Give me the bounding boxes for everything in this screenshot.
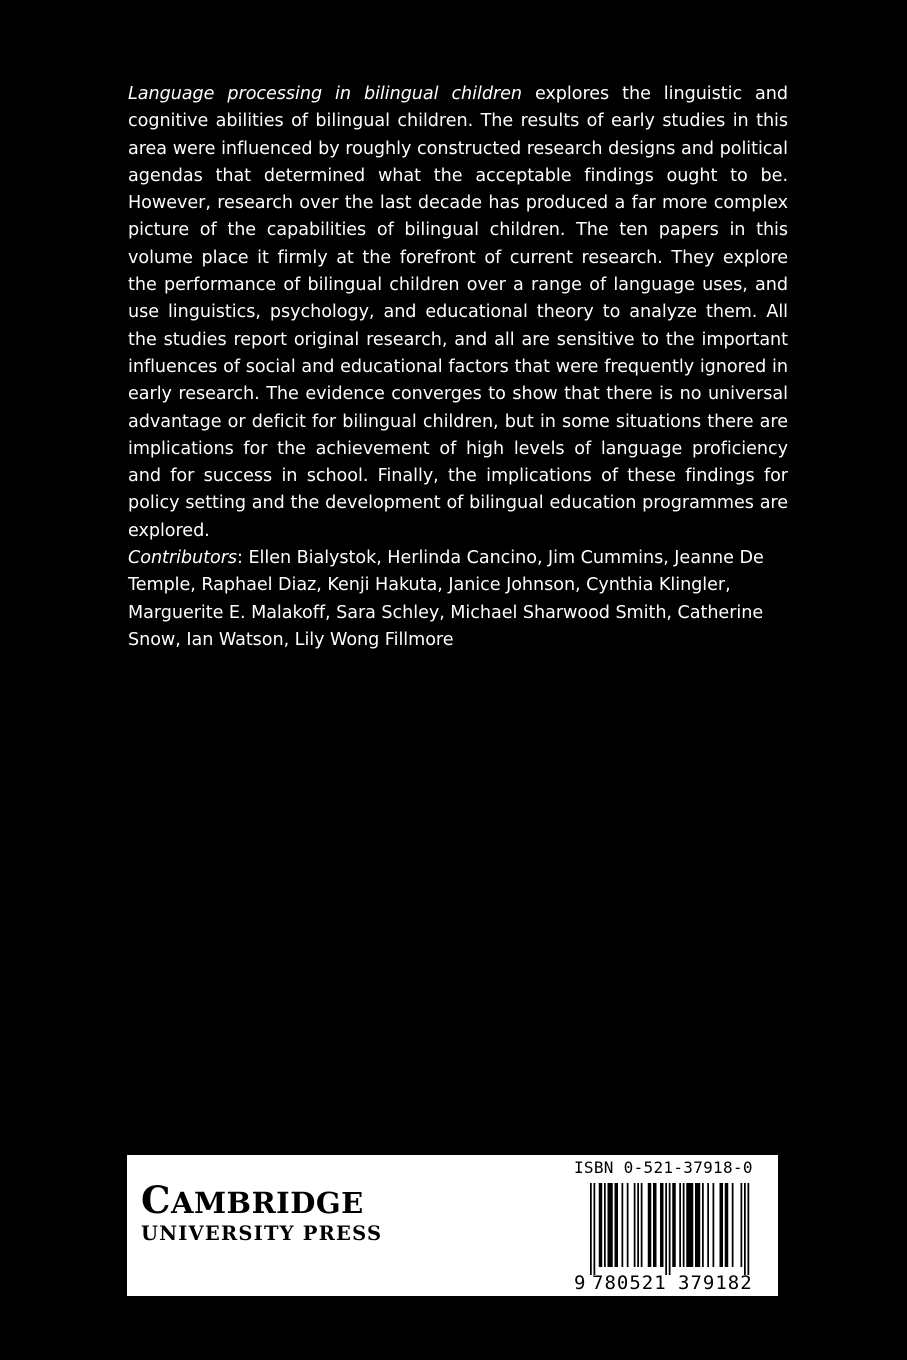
publisher-barcode-panel — [127, 1155, 778, 1296]
barcode-bar — [590, 1183, 592, 1275]
barcode-bar — [634, 1183, 636, 1267]
barcode-bar — [608, 1183, 613, 1267]
publisher-name-rest: AMBRIDGE — [170, 1186, 364, 1220]
barcode-bar — [622, 1183, 624, 1267]
description-paragraph — [128, 81, 788, 545]
barcode-bar — [627, 1183, 629, 1267]
barcode-bar — [594, 1183, 596, 1275]
barcode-bar — [599, 1183, 603, 1267]
barcode-bar — [653, 1183, 657, 1267]
book-title-italic: Language processing in bilingual children — [128, 84, 523, 104]
barcode-bar — [604, 1183, 606, 1267]
barcode-digits-left: 780521 — [592, 1272, 667, 1293]
barcode-bar — [679, 1183, 681, 1267]
barcode-bar — [686, 1183, 693, 1267]
barcode-bar — [637, 1183, 639, 1267]
barcode-bar — [725, 1183, 729, 1267]
barcode-bar — [665, 1183, 667, 1275]
barcode-bar — [660, 1183, 664, 1267]
isbn-label: ISBN 0-521-37918-0 — [574, 1158, 753, 1177]
barcode-digits-right: 379182 — [678, 1272, 753, 1293]
barcode-digit-first: 9 — [574, 1272, 586, 1293]
barcode-bar — [641, 1183, 643, 1267]
barcode-bar — [669, 1183, 671, 1275]
barcode-bar — [702, 1183, 704, 1267]
barcode-bar — [695, 1183, 700, 1267]
barcode-bar — [648, 1183, 652, 1267]
barcode-bar — [615, 1183, 619, 1267]
barcode-bar — [713, 1183, 715, 1267]
barcode-bar — [748, 1183, 750, 1275]
barcode-bar — [683, 1183, 685, 1267]
back-cover-blurb — [128, 81, 788, 654]
publisher-name — [141, 1178, 382, 1222]
barcode-bar — [672, 1183, 676, 1267]
barcode-bar — [741, 1183, 743, 1267]
cambridge-logo — [141, 1178, 383, 1246]
publisher-subname: UNIVERSITY PRESS — [141, 1222, 383, 1245]
barcode-bar — [744, 1183, 746, 1275]
contributors-label: Contributors — [128, 548, 238, 569]
contributors-paragraph — [128, 545, 788, 654]
publisher-name-initial: C — [141, 1178, 171, 1222]
barcode-bar — [707, 1183, 709, 1267]
barcode-bar — [720, 1183, 724, 1267]
description-text: explores the linguistic and cognitive abilities of bilingual children. The results of early studies in this area were influenced by roughly constructed research designs and political agendas that determined what the acceptable findings ought to be. However, research over the last decade has produced a far more complex picture of the capabilities of bilingual children. The ten papers in this volume place it firmly at the forefront of current research. They explore the performance of bilingual children over a range of language uses, and use linguistics, psychology, and educational theory to analyze them. All the studies report original research, and all are sensitive to the important influences of social and educational factors that were frequently ignored in early research. The evidence converges to show that there is no universal advantage or deficit for bilingual children, but in some situations there are implications for the achievement of high levels of language proficiency and for success in school. Finally, the implications of these findings for policy setting and the development of bilingual education programmes are explored. — [128, 84, 788, 541]
barcode-bar — [732, 1183, 734, 1267]
barcode-icon — [572, 1183, 772, 1293]
contributors-colon: : — [237, 548, 243, 569]
contributors-list: Ellen Bialystok, Herlinda Cancino, Jim Cummins, Jeanne De Temple, Raphael Diaz, Kenji Hakuta, Janice Johnson, Cynthia Klingler, Marguerite E. Malakoff, Sara Schley, Michael Sharwood Smith, Catherine Snow, Ian Watson, Lily Wong Fillmore — [128, 548, 764, 650]
